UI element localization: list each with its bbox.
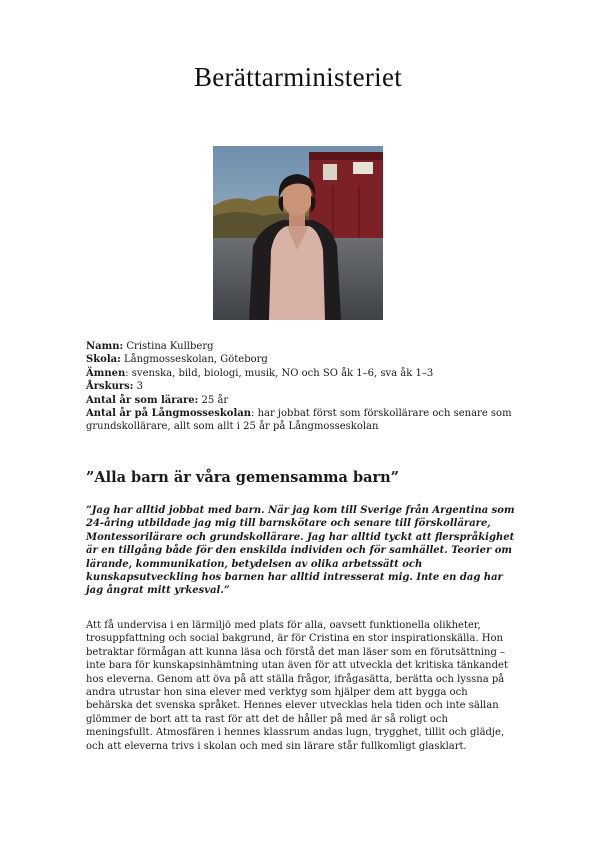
quote-heading: ”Alla barn är våra gemensamma barn”: [86, 469, 400, 486]
fact-school: Skola: Långmosseskolan, Göteborg: [86, 354, 268, 366]
body-paragraph: Att få undervisa i en lärmiljö med plats för alla, oavsett funktionella olikheter, trosuppfattning och social bakgrund, är för Cristina en stor inspirationskälla. Hon betraktar förmågan att kunna läsa och förstå det man läser som en förutsättning – inte bara för kunskapsinhämtning utan även för att utveckla det kritiska tänkandet hos eleverna. Genom att öva på att ställa frågor, ifrågasätta, berätta och lyssna på andra utrustar hon sina elever med verktyg som hjälper dem att bygga och behärska det svenska språket. Hennes elever utvecklas hela tiden och inte sällan glömmer de bort att ta rast för att det de håller på med är så roligt och meningsfullt. Atmosfären i hennes klassrum andas lugn, trygghet, tillit och glädje, och att eleverna trivs i skolan och med sin lärare står fullkomligt glasklart.: [86, 620, 508, 752]
lead-quote: ”Jag har alltid jobbat med barn. När jag kom till Sverige från Argentina som 24-åring utbildade jag mig till barnskötare och senare till förskollärare, Montessorilärare och grundskollärare. Jag har alltid tyckt att flerspråkighet är en tillgång både för den enskilda individen och för samhället. Teorier om lärande, kommunikation, betydelsen av olika arbetssätt och kunskapsutveckling hos barnen har alltid intresserat mig. Inte en dag har jag ångrat mitt yrkesval.”: [86, 505, 515, 597]
brand-wordmark: Berättarministeriet: [193, 62, 403, 92]
fact-years-teaching: Antal år som lärare: 25 år: [86, 394, 229, 406]
fact-grade: Årskurs: 3: [86, 381, 143, 393]
portrait-photo: [213, 146, 383, 320]
teacher-facts: [86, 340, 526, 434]
fact-name: Namn: Cristina Kullberg: [86, 341, 214, 352]
fact-subjects: Ämnen: svenska, bild, biologi, musik, NO och SO åk 1–6, sva åk 1–3: [86, 367, 434, 379]
fact-years-at-school: Antal år på Långmosseskolan: har jobbat först som förskollärare och senare som grundskollärare, allt som allt i 25 år på Långmosseskolan: [86, 408, 512, 433]
